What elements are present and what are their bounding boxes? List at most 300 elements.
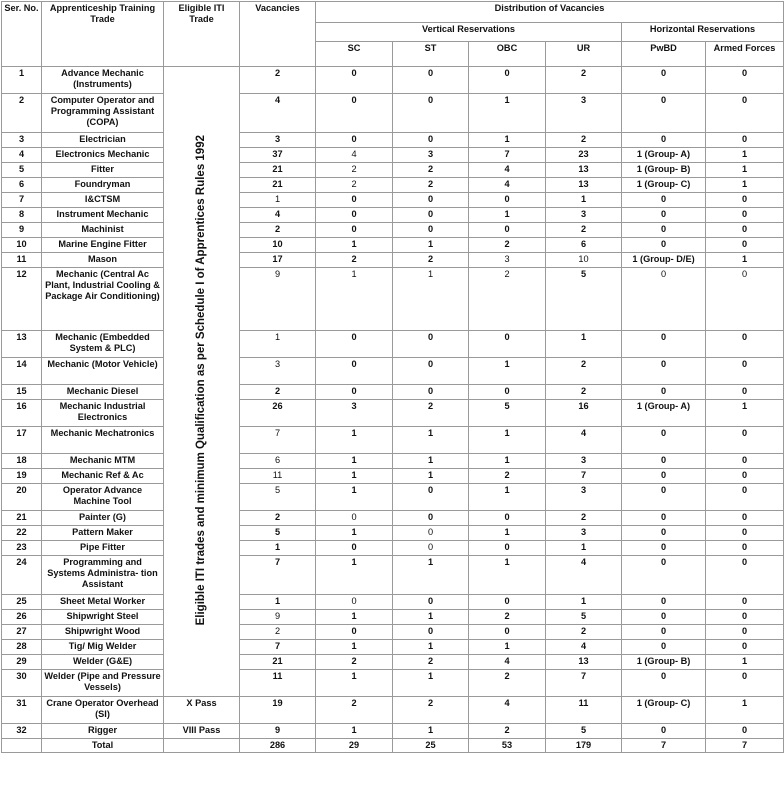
row-ur: 2 [546, 358, 622, 385]
row-ser-no: 10 [2, 238, 42, 253]
row-ser-no: 30 [2, 670, 42, 697]
row-obc: 0 [469, 541, 546, 556]
row-trade: Computer Operator and Programming Assistant (COPA) [42, 94, 164, 133]
row-pwbd: 0 [622, 556, 706, 595]
row-ser-no: 9 [2, 223, 42, 238]
row-sc: 0 [316, 541, 393, 556]
row-trade: I&CTSM [42, 193, 164, 208]
row-vac: 7 [240, 427, 316, 454]
row-pwbd: 0 [622, 94, 706, 133]
row-obc: 0 [469, 223, 546, 238]
row-trade: Mechanic Mechatronics [42, 427, 164, 454]
row-st: 0 [393, 541, 469, 556]
row-sc: 0 [316, 331, 393, 358]
table-row [2, 454, 784, 469]
row-st: 0 [393, 94, 469, 133]
table-row [2, 193, 784, 208]
row-obc: 1 [469, 454, 546, 469]
row-pwbd: 0 [622, 511, 706, 526]
row-st: 1 [393, 556, 469, 595]
table-row [2, 163, 784, 178]
row-sc: 1 [316, 454, 393, 469]
row-obc: 1 [469, 133, 546, 148]
row-trade: Foundryman [42, 178, 164, 193]
row-obc: 4 [469, 178, 546, 193]
row-ser-no: 7 [2, 193, 42, 208]
row-armed: 0 [706, 133, 784, 148]
header-distribution: Distribution of Vacancies [316, 2, 784, 23]
row-ur: 23 [546, 148, 622, 163]
row-st: 2 [393, 178, 469, 193]
row-armed: 0 [706, 511, 784, 526]
row-st: 2 [393, 253, 469, 268]
row-armed: 0 [706, 625, 784, 640]
row-st: 0 [393, 625, 469, 640]
row-vac: 37 [240, 148, 316, 163]
header-eligible-iti: Eligible ITI Trade [164, 2, 240, 67]
row-pwbd: 0 [622, 610, 706, 625]
row-armed: 1 [706, 253, 784, 268]
row-st: 0 [393, 484, 469, 511]
row-armed: 0 [706, 595, 784, 610]
row-trade: Crane Operator Overhead (SI) [42, 697, 164, 724]
row-pwbd: 0 [622, 208, 706, 223]
row-trade: Mechanic (Central Ac Plant, Industrial Cooling & Package Air Conditioning) [42, 268, 164, 331]
row-ur: 4 [546, 556, 622, 595]
row-pwbd: 0 [622, 427, 706, 454]
row-trade: Painter (G) [42, 511, 164, 526]
row-st: 0 [393, 526, 469, 541]
row-sc: 1 [316, 526, 393, 541]
header-obc: OBC [469, 42, 546, 67]
row-ser-no: 3 [2, 133, 42, 148]
row-armed: 0 [706, 385, 784, 400]
row-vac: 7 [240, 556, 316, 595]
row-pwbd: 1 (Group- A) [622, 400, 706, 427]
row-armed: 0 [706, 724, 784, 739]
row-vac: 4 [240, 208, 316, 223]
row-pwbd: 0 [622, 193, 706, 208]
row-armed: 1 [706, 163, 784, 178]
row-sc: 0 [316, 94, 393, 133]
row-vac: 2 [240, 511, 316, 526]
row-sc: 0 [316, 223, 393, 238]
row-ser-no: 26 [2, 610, 42, 625]
row-st: 0 [393, 133, 469, 148]
row-trade: Mechanic (Embedded System & PLC) [42, 331, 164, 358]
row-obc: 2 [469, 670, 546, 697]
header-armed-forces: Armed Forces [706, 42, 784, 67]
row-pwbd: 1 (Group- C) [622, 178, 706, 193]
row-st: 0 [393, 595, 469, 610]
table-row [2, 724, 784, 739]
row-vac: 9 [240, 268, 316, 331]
row-st: 1 [393, 427, 469, 454]
total-row [2, 739, 784, 753]
table-row [2, 670, 784, 697]
row-vac: 3 [240, 358, 316, 385]
row-ur: 7 [546, 670, 622, 697]
row-pwbd: 0 [622, 640, 706, 655]
row-ser-no: 23 [2, 541, 42, 556]
row-obc: 4 [469, 697, 546, 724]
table-row [2, 400, 784, 427]
table-row [2, 427, 784, 454]
total-vacancies: 286 [240, 739, 316, 753]
table-row [2, 331, 784, 358]
row-vac: 1 [240, 595, 316, 610]
row-vac: 11 [240, 469, 316, 484]
table-row [2, 238, 784, 253]
row-obc: 2 [469, 238, 546, 253]
row-trade: Electrician [42, 133, 164, 148]
row-st: 0 [393, 385, 469, 400]
row-ur: 2 [546, 625, 622, 640]
row-ser-no: 28 [2, 640, 42, 655]
row-obc: 1 [469, 484, 546, 511]
row-ur: 3 [546, 526, 622, 541]
row-obc: 1 [469, 358, 546, 385]
row-vac: 2 [240, 223, 316, 238]
row-pwbd: 0 [622, 358, 706, 385]
row-sc: 2 [316, 697, 393, 724]
total-ur: 179 [546, 739, 622, 753]
row-vac: 9 [240, 724, 316, 739]
row-ser-no: 29 [2, 655, 42, 670]
row-st: 0 [393, 331, 469, 358]
row-ur: 10 [546, 253, 622, 268]
row-obc: 2 [469, 610, 546, 625]
row-obc: 0 [469, 511, 546, 526]
header-st: ST [393, 42, 469, 67]
row-armed: 1 [706, 178, 784, 193]
row-ur: 2 [546, 67, 622, 94]
row-ser-no: 12 [2, 268, 42, 331]
row-trade: Tig/ Mig Welder [42, 640, 164, 655]
row-sc: 1 [316, 427, 393, 454]
row-vac: 4 [240, 94, 316, 133]
table-row [2, 94, 784, 133]
table-row [2, 385, 784, 400]
row-obc: 3 [469, 253, 546, 268]
row-vac: 21 [240, 163, 316, 178]
row-vac: 2 [240, 385, 316, 400]
table-row [2, 595, 784, 610]
total-armed: 7 [706, 739, 784, 753]
row-sc: 0 [316, 67, 393, 94]
row-sc: 0 [316, 595, 393, 610]
header-horizontal-reservations: Horizontal Reservations [622, 23, 784, 42]
row-ser-no: 20 [2, 484, 42, 511]
row-obc: 5 [469, 400, 546, 427]
row-ur: 16 [546, 400, 622, 427]
table-row [2, 223, 784, 238]
row-trade: Welder (Pipe and Pressure Vessels) [42, 670, 164, 697]
row-ser-no: 31 [2, 697, 42, 724]
table-row [2, 610, 784, 625]
row-pwbd: 1 (Group- A) [622, 148, 706, 163]
row-trade: Marine Engine Fitter [42, 238, 164, 253]
row-trade: Mechanic Diesel [42, 385, 164, 400]
row-sc: 1 [316, 469, 393, 484]
row-obc: 0 [469, 331, 546, 358]
table-row [2, 697, 784, 724]
row-vac: 1 [240, 193, 316, 208]
row-obc: 0 [469, 385, 546, 400]
row-armed: 0 [706, 469, 784, 484]
row-trade: Fitter [42, 163, 164, 178]
row-sc: 1 [316, 238, 393, 253]
row-sc: 1 [316, 640, 393, 655]
row-obc: 2 [469, 268, 546, 331]
row-obc: 4 [469, 655, 546, 670]
eligible-iti-note: Eligible ITI trades and minimum Qualification as per Schedule I of Apprentices Rules 1992 [195, 134, 207, 626]
row-ser-no: 19 [2, 469, 42, 484]
row-st: 3 [393, 148, 469, 163]
row-pwbd: 0 [622, 484, 706, 511]
row-obc: 1 [469, 640, 546, 655]
row-armed: 0 [706, 358, 784, 385]
table-row [2, 67, 784, 94]
row-armed: 0 [706, 94, 784, 133]
row-st: 0 [393, 511, 469, 526]
header-trade: Apprenticeship Training Trade [42, 2, 164, 67]
row-ser-no: 1 [2, 67, 42, 94]
row-trade: Shipwright Steel [42, 610, 164, 625]
table-row [2, 133, 784, 148]
table-row [2, 358, 784, 385]
row-armed: 0 [706, 454, 784, 469]
row-st: 1 [393, 670, 469, 697]
total-st: 25 [393, 739, 469, 753]
row-vac: 5 [240, 526, 316, 541]
row-st: 0 [393, 67, 469, 94]
row-ur: 5 [546, 268, 622, 331]
table-row [2, 526, 784, 541]
row-armed: 0 [706, 640, 784, 655]
row-sc: 1 [316, 268, 393, 331]
row-armed: 0 [706, 556, 784, 595]
total-obc: 53 [469, 739, 546, 753]
header-vertical-reservations: Vertical Reservations [316, 23, 622, 42]
table-row [2, 253, 784, 268]
row-ser-no: 22 [2, 526, 42, 541]
row-sc: 0 [316, 385, 393, 400]
row-trade: Pipe Fitter [42, 541, 164, 556]
row-ur: 5 [546, 610, 622, 625]
row-ur: 2 [546, 511, 622, 526]
table-row [2, 148, 784, 163]
row-trade: Mechanic (Motor Vehicle) [42, 358, 164, 385]
row-ur: 3 [546, 208, 622, 223]
row-ur: 1 [546, 193, 622, 208]
row-st: 2 [393, 400, 469, 427]
row-trade: Rigger [42, 724, 164, 739]
row-trade: Pattern Maker [42, 526, 164, 541]
row-armed: 1 [706, 655, 784, 670]
row-st: 1 [393, 469, 469, 484]
row-ser-no: 18 [2, 454, 42, 469]
row-vac: 7 [240, 640, 316, 655]
total-spacer-2 [164, 739, 240, 753]
row-obc: 1 [469, 94, 546, 133]
row-pwbd: 0 [622, 238, 706, 253]
row-ur: 4 [546, 640, 622, 655]
row-trade: Welder (G&E) [42, 655, 164, 670]
row-ur: 13 [546, 163, 622, 178]
table-row [2, 268, 784, 331]
row-pwbd: 1 (Group- D/E) [622, 253, 706, 268]
row-obc: 2 [469, 724, 546, 739]
row-trade: Mechanic MTM [42, 454, 164, 469]
row-obc: 7 [469, 148, 546, 163]
row-obc: 1 [469, 427, 546, 454]
header-sc: SC [316, 42, 393, 67]
row-vac: 2 [240, 67, 316, 94]
header-vacancies: Vacancies [240, 2, 316, 67]
row-ser-no: 6 [2, 178, 42, 193]
row-st: 1 [393, 610, 469, 625]
vacancy-table [1, 1, 784, 753]
row-st: 0 [393, 208, 469, 223]
row-ur: 1 [546, 331, 622, 358]
row-vac: 9 [240, 610, 316, 625]
table-row [2, 178, 784, 193]
header-pwbd: PwBD [622, 42, 706, 67]
row-pwbd: 0 [622, 133, 706, 148]
row-sc: 4 [316, 148, 393, 163]
row-trade: Mechanic Industrial Electronics [42, 400, 164, 427]
row-vac: 19 [240, 697, 316, 724]
row-armed: 0 [706, 268, 784, 331]
row-armed: 0 [706, 208, 784, 223]
row-pwbd: 0 [622, 268, 706, 331]
row-armed: 1 [706, 400, 784, 427]
row-ur: 6 [546, 238, 622, 253]
row-obc: 0 [469, 193, 546, 208]
row-ser-no: 14 [2, 358, 42, 385]
row-pwbd: 0 [622, 625, 706, 640]
row-pwbd: 0 [622, 385, 706, 400]
row-pwbd: 0 [622, 331, 706, 358]
row-vac: 26 [240, 400, 316, 427]
row-st: 1 [393, 268, 469, 331]
row-ser-no: 21 [2, 511, 42, 526]
row-trade: Machinist [42, 223, 164, 238]
row-pwbd: 0 [622, 541, 706, 556]
row-pwbd: 0 [622, 526, 706, 541]
row-ser-no: 16 [2, 400, 42, 427]
row-ur: 13 [546, 178, 622, 193]
row-ser-no: 25 [2, 595, 42, 610]
row-sc: 2 [316, 253, 393, 268]
row-sc: 2 [316, 163, 393, 178]
table-row [2, 511, 784, 526]
row-trade: Mason [42, 253, 164, 268]
row-armed: 0 [706, 223, 784, 238]
row-ser-no: 24 [2, 556, 42, 595]
row-ur: 2 [546, 223, 622, 238]
row-st: 2 [393, 163, 469, 178]
row-pwbd: 1 (Group- C) [622, 697, 706, 724]
row-trade: Operator Advance Machine Tool [42, 484, 164, 511]
row-sc: 1 [316, 724, 393, 739]
row-obc: 4 [469, 163, 546, 178]
row-trade: Programming and Systems Administra- tion Assistant [42, 556, 164, 595]
row-ser-no: 8 [2, 208, 42, 223]
total-spacer [2, 739, 42, 753]
row-ser-no: 13 [2, 331, 42, 358]
row-ser-no: 2 [2, 94, 42, 133]
row-pwbd: 0 [622, 67, 706, 94]
row-vac: 10 [240, 238, 316, 253]
row-vac: 3 [240, 133, 316, 148]
row-sc: 3 [316, 400, 393, 427]
row-armed: 0 [706, 193, 784, 208]
row-eligible-iti: VIII Pass [164, 724, 240, 739]
row-pwbd: 0 [622, 595, 706, 610]
row-armed: 1 [706, 697, 784, 724]
table-row [2, 208, 784, 223]
row-sc: 1 [316, 670, 393, 697]
row-pwbd: 0 [622, 670, 706, 697]
row-trade: Instrument Mechanic [42, 208, 164, 223]
row-sc: 0 [316, 133, 393, 148]
table-row [2, 625, 784, 640]
row-sc: 1 [316, 556, 393, 595]
row-pwbd: 0 [622, 454, 706, 469]
row-st: 1 [393, 640, 469, 655]
row-st: 0 [393, 358, 469, 385]
row-st: 0 [393, 193, 469, 208]
header-ser-no: Ser. No. [2, 2, 42, 67]
row-ur: 1 [546, 595, 622, 610]
row-pwbd: 0 [622, 724, 706, 739]
header-ur: UR [546, 42, 622, 67]
row-ser-no: 5 [2, 163, 42, 178]
row-st: 1 [393, 238, 469, 253]
row-obc: 1 [469, 556, 546, 595]
row-armed: 0 [706, 526, 784, 541]
row-eligible-iti: X Pass [164, 697, 240, 724]
row-ser-no: 11 [2, 253, 42, 268]
row-sc: 0 [316, 208, 393, 223]
row-sc: 0 [316, 358, 393, 385]
row-trade: Advance Mechanic (Instruments) [42, 67, 164, 94]
table-row [2, 640, 784, 655]
total-sc: 29 [316, 739, 393, 753]
row-obc: 2 [469, 469, 546, 484]
row-sc: 1 [316, 610, 393, 625]
row-obc: 0 [469, 625, 546, 640]
table-row [2, 655, 784, 670]
row-armed: 0 [706, 331, 784, 358]
row-trade: Electronics Mechanic [42, 148, 164, 163]
row-ur: 3 [546, 94, 622, 133]
row-ur: 7 [546, 469, 622, 484]
row-vac: 1 [240, 331, 316, 358]
row-pwbd: 1 (Group- B) [622, 163, 706, 178]
row-ur: 4 [546, 427, 622, 454]
row-vac: 17 [240, 253, 316, 268]
row-ser-no: 32 [2, 724, 42, 739]
row-sc: 0 [316, 193, 393, 208]
row-ur: 13 [546, 655, 622, 670]
row-armed: 0 [706, 541, 784, 556]
row-st: 1 [393, 454, 469, 469]
row-vac: 1 [240, 541, 316, 556]
row-st: 1 [393, 724, 469, 739]
